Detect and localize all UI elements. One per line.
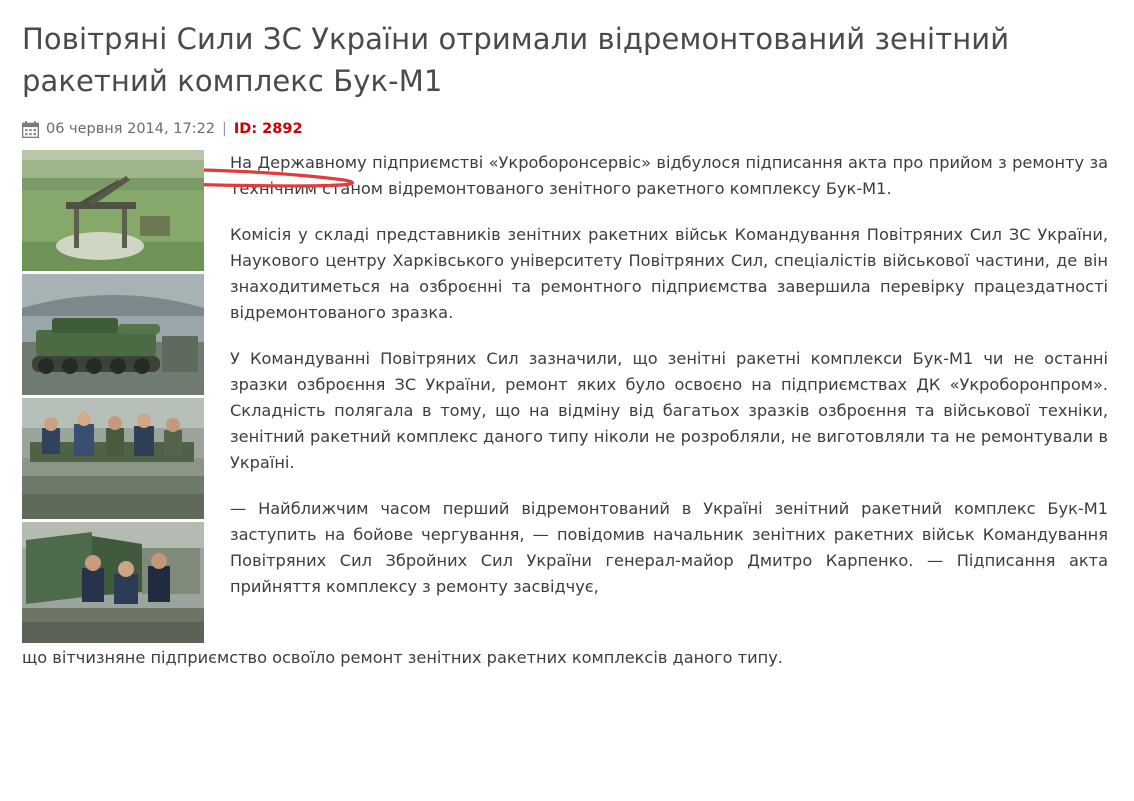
meta-separator: | <box>222 121 227 137</box>
paragraph-2: Комісія у складі представників зенітних ракетних військ Командування Повітряних Сил ЗС України, Наукового центру Харківського університету Повітряних Сил, спеціалістів військової частини, де він знаходитиметься на озброєнні та ремонтного підприємства завершила перевірку працездатності відремонтованого зразка. <box>230 225 1108 322</box>
photo-vehicle-hangar[interactable] <box>22 274 204 395</box>
paragraph-tail: що вітчизняне підприємство освоїло ремонт зенітних ракетних комплексів даного типу. <box>22 648 783 667</box>
photo-technicians-work[interactable] <box>22 522 204 643</box>
paragraph-3: У Командуванні Повітряних Сил зазначили, що зенітні ракетні комплекси Бук-М1 чи не останні зразки озброєння ЗС України, ремонт яких було освоєно на підприємствах ДК «Укроборонпром». Складність полягала в тому, що на відміну від багатьох зразків озброєння та військової техніки, зенітний ракетний комплекс даного типу ніколи не розробляли, не виготовляли та не ремонтували в Україні. <box>230 349 1108 472</box>
calendar-icon <box>22 121 39 138</box>
paragraph-1: На Державному підприємстві «Укроборонсервіс» відбулося підписання акта про прийом з ремонту за технічним станом відремонтованого зенітного ракетного комплексу Бук-М1. <box>230 153 1108 198</box>
page-title: Повітряні Сили ЗС України отримали відремонтований зенітний ракетний комплекс Бук-М1 <box>22 22 1010 98</box>
photo-crew-inspection[interactable] <box>22 398 204 519</box>
publish-date: 06 червня 2014, 17:22 <box>46 121 216 137</box>
photo-gallery <box>22 150 204 643</box>
article-text <box>204 150 1112 600</box>
article-meta <box>22 118 1112 140</box>
photo-launcher-field[interactable] <box>22 150 204 271</box>
paragraph-4: — Найближчим часом перший відремонтований в Україні зенітний ракетний комплекс Бук-М1 заступить на бойове чергування, — повідомив начальник зенітних ракетних військ Командування Повітряних Сил Збройних Сил України генерал-майор Дмитро Карпенко. — Підписання акта прийняття комплексу з ремонту засвідчує, <box>230 499 1108 596</box>
article-id: ID: 2892 <box>233 121 303 137</box>
article-body <box>22 150 1112 643</box>
